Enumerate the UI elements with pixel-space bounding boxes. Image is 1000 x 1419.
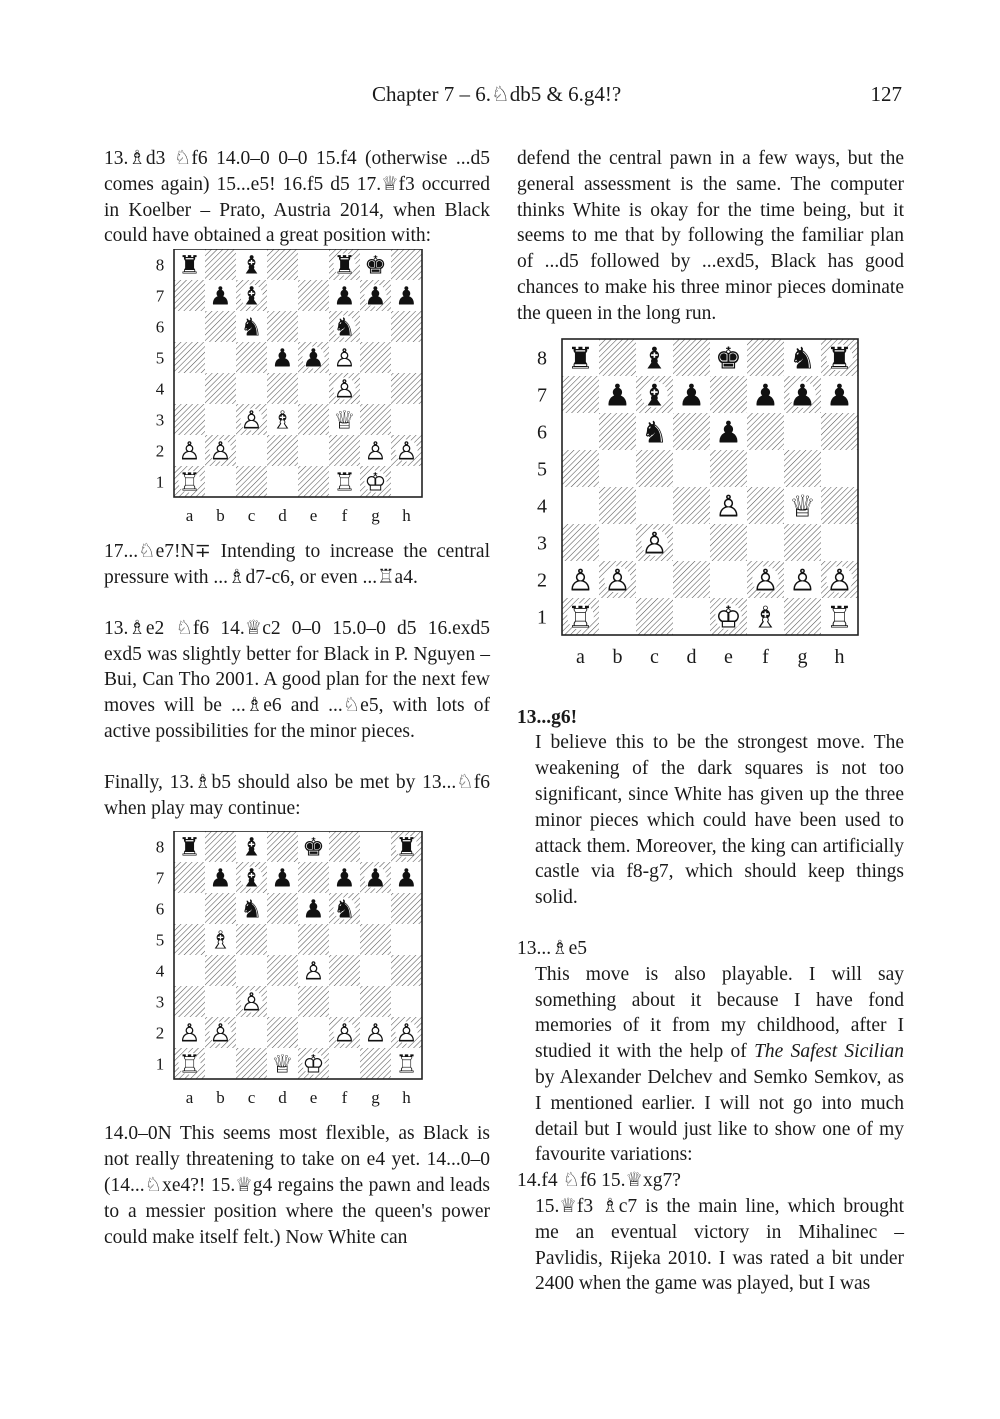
board-square <box>298 280 329 311</box>
paragraph: 14.0–0N This seems most flexible, as Black is not really threatening to take on e4 yet. 14...0–0 (14...♘xe4?! 15.♕g4 regains the pawn and leads to a messier position where the queen's power could make itself felt.) Now White can <box>104 1123 490 1248</box>
rank-label: 7 <box>537 384 547 407</box>
white-king-icon: ♔ <box>364 467 387 497</box>
white-pawn-icon: ♙ <box>209 1018 232 1048</box>
board-square <box>391 373 422 404</box>
white-pawn-icon: ♙ <box>395 1018 418 1048</box>
board-square <box>236 1048 267 1079</box>
board-square <box>562 487 599 524</box>
board-square <box>329 1048 360 1079</box>
black-pawn-icon: ♟ <box>715 414 742 450</box>
white-rook-icon: ♖ <box>567 599 594 635</box>
board-square <box>710 450 747 487</box>
board-square <box>298 373 329 404</box>
board-square <box>360 373 391 404</box>
file-label: b <box>216 506 225 526</box>
rank-label: 2 <box>155 1023 165 1043</box>
rank-label: 4 <box>155 961 165 981</box>
white-pawn-icon: ♙ <box>752 562 779 598</box>
file-label: h <box>834 645 845 668</box>
board-square <box>599 487 636 524</box>
board-square <box>747 487 784 524</box>
board-square <box>391 955 422 986</box>
board-square <box>236 342 267 373</box>
board-square <box>174 373 205 404</box>
board-square <box>205 831 236 862</box>
board-square <box>360 955 391 986</box>
board-square <box>298 311 329 342</box>
board-square <box>360 831 391 862</box>
paragraph-text: This move is also playable. I will say something about it because I have fond memories of it from my childhood, after I studied it with the help of <box>535 963 904 1063</box>
white-pawn-icon: ♙ <box>333 374 356 404</box>
paragraph: 13.♗e2 ♘f6 14.♕c2 0–0 15.0–0 d5 16.exd5 exd5 was slightly better for Black in P. Nguyen – Bui, Can Tho 2001. A good plan for the next few moves will be ...♗e6 and ...♘e5, with lots of active possibilities for the minor pieces. <box>104 617 490 742</box>
board-square <box>267 831 298 862</box>
book-title: The Safest Sicilian <box>754 1041 904 1063</box>
white-rook-icon: ♖ <box>178 467 201 497</box>
black-bishop-icon: ♝ <box>240 832 263 862</box>
board-square <box>329 955 360 986</box>
board-square <box>174 311 205 342</box>
board-square <box>298 404 329 435</box>
white-pawn-icon: ♙ <box>789 562 816 598</box>
board-square <box>636 598 673 635</box>
white-pawn-icon: ♙ <box>364 1018 387 1048</box>
board-square <box>391 342 422 373</box>
black-bishop-icon: ♝ <box>641 340 668 376</box>
board-square <box>267 955 298 986</box>
black-rook-icon: ♜ <box>333 250 356 280</box>
board-square <box>673 339 710 376</box>
board-square <box>784 450 821 487</box>
black-knight-icon: ♞ <box>240 894 263 924</box>
rank-label: 5 <box>155 930 165 950</box>
paragraph: Finally, 13.♗b5 should also be met by 13...♘f6 when play may continue: <box>104 771 490 819</box>
board-square <box>267 249 298 280</box>
board-square <box>391 924 422 955</box>
white-bishop-icon: ♗ <box>209 925 232 955</box>
white-pawn-icon: ♙ <box>178 436 201 466</box>
board-square <box>298 249 329 280</box>
board-square <box>599 450 636 487</box>
file-label: h <box>402 1088 411 1108</box>
board-square <box>205 342 236 373</box>
white-king-icon: ♔ <box>715 599 742 635</box>
black-rook-icon: ♜ <box>178 250 201 280</box>
board-square <box>360 404 391 435</box>
file-label: g <box>371 1088 380 1108</box>
board-square <box>174 955 205 986</box>
board-square <box>174 924 205 955</box>
board-square <box>747 413 784 450</box>
black-bishop-icon: ♝ <box>240 250 263 280</box>
black-rook-icon: ♜ <box>178 832 201 862</box>
black-pawn-icon: ♟ <box>826 377 853 413</box>
rank-label: 7 <box>155 868 165 888</box>
file-label: a <box>185 1088 194 1108</box>
rank-label: 8 <box>537 347 547 370</box>
white-rook-icon: ♖ <box>178 1049 201 1079</box>
board-square <box>267 280 298 311</box>
file-label: a <box>185 506 194 526</box>
board-square <box>747 339 784 376</box>
black-knight-icon: ♞ <box>789 340 816 376</box>
black-pawn-icon: ♟ <box>364 863 387 893</box>
board-square <box>298 1017 329 1048</box>
board-square <box>391 404 422 435</box>
board-square <box>636 450 673 487</box>
file-label: d <box>278 506 287 526</box>
board-square <box>205 955 236 986</box>
board-square <box>636 561 673 598</box>
white-pawn-icon: ♙ <box>364 436 387 466</box>
board-square <box>205 249 236 280</box>
file-label: c <box>650 645 659 668</box>
board-square <box>298 435 329 466</box>
board-square <box>673 598 710 635</box>
rank-label: 8 <box>155 255 165 275</box>
white-pawn-icon: ♙ <box>826 562 853 598</box>
white-pawn-icon: ♙ <box>567 562 594 598</box>
board-square <box>329 924 360 955</box>
rank-label: 3 <box>537 532 547 555</box>
rank-label: 6 <box>155 317 165 337</box>
rank-label: 3 <box>155 992 165 1012</box>
black-rook-icon: ♜ <box>826 340 853 376</box>
paragraph: 15.♕f3 ♗c7 is the main line, which brought me an eventual victory in Mihalinec – Pavlidis, Rijeka 2010. I was rated a bit under 2400 when the game was played, but I was <box>535 1195 904 1295</box>
black-king-icon: ♚ <box>364 250 387 280</box>
file-label: e <box>309 1088 318 1108</box>
paragraph: I believe this to be the strongest move. The weakening of the dark squares is not too significant, since White has given up the three minor pieces which could have been used to attack them. Moreover, the king can artificially castle via f8-g7, which should keep things solid. <box>535 732 904 909</box>
white-rook-icon: ♖ <box>395 1049 418 1079</box>
black-pawn-icon: ♟ <box>271 343 294 373</box>
paragraph <box>517 962 904 1168</box>
board-square <box>267 893 298 924</box>
rank-label: 1 <box>537 606 547 629</box>
board-square <box>391 986 422 1017</box>
board-square <box>267 435 298 466</box>
black-king-icon: ♚ <box>302 832 325 862</box>
rank-label: 6 <box>537 421 547 444</box>
white-pawn-icon: ♙ <box>395 436 418 466</box>
board-square <box>267 466 298 497</box>
file-label: h <box>402 506 411 526</box>
black-pawn-icon: ♟ <box>678 377 705 413</box>
black-pawn-icon: ♟ <box>209 281 232 311</box>
board-square <box>329 435 360 466</box>
file-label: b <box>216 1088 225 1108</box>
black-rook-icon: ♜ <box>395 832 418 862</box>
board-square <box>673 450 710 487</box>
board-square <box>267 311 298 342</box>
board-square <box>784 524 821 561</box>
page-number: 127 <box>870 82 902 106</box>
board-square <box>821 450 858 487</box>
board-square <box>329 831 360 862</box>
black-bishop-icon: ♝ <box>240 281 263 311</box>
running-head <box>0 82 1000 112</box>
file-label: b <box>612 645 623 668</box>
board-square <box>821 487 858 524</box>
board-square <box>562 376 599 413</box>
board-square <box>360 342 391 373</box>
board-square <box>391 249 422 280</box>
board-square <box>236 955 267 986</box>
board-square <box>636 487 673 524</box>
board-square <box>747 450 784 487</box>
board-square <box>360 924 391 955</box>
board-square <box>267 1017 298 1048</box>
black-knight-icon: ♞ <box>240 312 263 342</box>
variation-line: 14.f4 ♘f6 15.♕xg7? <box>517 1170 681 1192</box>
file-label: g <box>371 506 380 526</box>
board-square <box>205 373 236 404</box>
white-queen-icon: ♕ <box>333 405 356 435</box>
white-king-icon: ♔ <box>302 1049 325 1079</box>
white-pawn-icon: ♙ <box>302 956 325 986</box>
rank-label: 5 <box>537 458 547 481</box>
file-label: d <box>686 645 697 668</box>
white-rook-icon: ♖ <box>826 599 853 635</box>
board-square <box>747 524 784 561</box>
black-knight-icon: ♞ <box>641 414 668 450</box>
white-bishop-icon: ♗ <box>752 599 779 635</box>
board-square <box>673 413 710 450</box>
board-square <box>391 311 422 342</box>
board-square <box>562 450 599 487</box>
board-square <box>360 986 391 1017</box>
board-square <box>673 524 710 561</box>
black-pawn-icon: ♟ <box>364 281 387 311</box>
board-square <box>784 413 821 450</box>
white-pawn-icon: ♙ <box>178 1018 201 1048</box>
file-label: f <box>341 506 348 526</box>
chess-diagram <box>104 831 490 1121</box>
board-square <box>174 862 205 893</box>
board-square <box>821 524 858 561</box>
board-square <box>710 524 747 561</box>
black-pawn-icon: ♟ <box>271 863 294 893</box>
black-pawn-icon: ♟ <box>752 377 779 413</box>
board-square <box>673 561 710 598</box>
white-pawn-icon: ♙ <box>240 405 263 435</box>
rank-label: 1 <box>155 472 165 492</box>
file-label: f <box>762 645 769 668</box>
board-square <box>673 487 710 524</box>
white-queen-icon: ♕ <box>271 1049 294 1079</box>
file-label: e <box>309 506 318 526</box>
black-rook-icon: ♜ <box>567 340 594 376</box>
board-square <box>174 893 205 924</box>
board-square <box>174 342 205 373</box>
black-pawn-icon: ♟ <box>302 343 325 373</box>
white-pawn-icon: ♙ <box>715 488 742 524</box>
white-pawn-icon: ♙ <box>641 525 668 561</box>
paragraph: 17...♘e7!N∓ Intending to increase the central pressure with ...♗d7-c6, or even ...♖a4. <box>104 541 490 588</box>
white-pawn-icon: ♙ <box>604 562 631 598</box>
black-bishop-icon: ♝ <box>641 377 668 413</box>
black-pawn-icon: ♟ <box>395 281 418 311</box>
board-square <box>236 435 267 466</box>
board-square <box>174 404 205 435</box>
rank-label: 3 <box>155 410 165 430</box>
paragraph: 13.♗d3 ♘f6 14.0–0 0–0 15.f4 (otherwise ...d5 comes again) 15...e5! 16.f5 d5 17.♕f3 occurred in Koelber – Prato, Austria 2014, when Black could have obtained a great position with: <box>104 148 490 247</box>
file-label: e <box>724 645 733 668</box>
file-label: f <box>341 1088 348 1108</box>
paragraph: defend the central pawn in a few ways, but the general assessment is the same. The computer thinks White is okay for the time being, but it seems to me that by following the familiar plan of ...d5 followed by ...exd5, Black has good chances to make his three minor pieces dominate the queen in the long run. <box>517 148 904 324</box>
board-square <box>599 598 636 635</box>
board-square <box>236 924 267 955</box>
file-label: d <box>278 1088 287 1108</box>
black-pawn-icon: ♟ <box>789 377 816 413</box>
chessboard <box>517 337 904 677</box>
white-rook-icon: ♖ <box>333 467 356 497</box>
board-square <box>205 986 236 1017</box>
black-pawn-icon: ♟ <box>604 377 631 413</box>
board-square <box>599 413 636 450</box>
black-knight-icon: ♞ <box>333 312 356 342</box>
white-pawn-icon: ♙ <box>240 987 263 1017</box>
rank-label: 7 <box>155 286 165 306</box>
black-pawn-icon: ♟ <box>302 894 325 924</box>
board-square <box>174 986 205 1017</box>
board-square <box>562 413 599 450</box>
black-pawn-icon: ♟ <box>395 863 418 893</box>
board-square <box>391 466 422 497</box>
rank-label: 4 <box>155 379 165 399</box>
black-bishop-icon: ♝ <box>240 863 263 893</box>
rank-label: 4 <box>537 495 547 518</box>
paragraph-text: by Alexander Delchev and Semko Semkov, as I mentioned earlier. I will not go into much detail but I would just like to show one of my favourite variations: <box>535 1066 904 1166</box>
board-square <box>267 924 298 955</box>
board-square <box>599 339 636 376</box>
chessboard <box>104 249 490 539</box>
white-pawn-icon: ♙ <box>333 1018 356 1048</box>
black-pawn-icon: ♟ <box>333 281 356 311</box>
board-square <box>360 311 391 342</box>
white-pawn-icon: ♙ <box>209 436 232 466</box>
board-square <box>329 986 360 1017</box>
file-label: a <box>576 645 585 668</box>
board-square <box>236 466 267 497</box>
black-king-icon: ♚ <box>715 340 742 376</box>
board-square <box>599 524 636 561</box>
board-square <box>267 373 298 404</box>
white-pawn-icon: ♙ <box>333 343 356 373</box>
board-square <box>821 413 858 450</box>
rank-label: 8 <box>155 837 165 857</box>
board-square <box>205 404 236 435</box>
file-label: g <box>797 645 808 668</box>
board-square <box>298 924 329 955</box>
board-square <box>205 466 236 497</box>
board-square <box>267 986 298 1017</box>
board-square <box>298 986 329 1017</box>
board-square <box>710 561 747 598</box>
chess-diagram <box>104 249 490 539</box>
board-square <box>298 862 329 893</box>
black-pawn-icon: ♟ <box>333 863 356 893</box>
rank-label: 2 <box>155 441 165 461</box>
board-square <box>391 893 422 924</box>
right-column <box>517 146 904 1297</box>
file-label: c <box>247 506 256 526</box>
board-square <box>562 524 599 561</box>
file-label: c <box>247 1088 256 1108</box>
board-square <box>174 280 205 311</box>
board-square <box>236 1017 267 1048</box>
board-square <box>205 893 236 924</box>
chessboard <box>104 831 490 1121</box>
board-square <box>360 893 391 924</box>
white-queen-icon: ♕ <box>789 488 816 524</box>
white-bishop-icon: ♗ <box>271 405 294 435</box>
board-square <box>205 1048 236 1079</box>
left-column <box>104 146 490 1250</box>
board-square <box>710 376 747 413</box>
move-heading: 13...g6! <box>517 706 578 728</box>
chapter-title: Chapter 7 – 6.♘db5 & 6.g4!? <box>372 82 622 106</box>
board-square <box>205 311 236 342</box>
chess-diagram <box>517 337 904 705</box>
rank-label: 5 <box>155 348 165 368</box>
board-square <box>236 373 267 404</box>
board-square <box>298 466 329 497</box>
variation-line: 13...♗e5 <box>517 937 588 959</box>
board-square <box>784 598 821 635</box>
rank-label: 1 <box>155 1054 165 1074</box>
black-knight-icon: ♞ <box>333 894 356 924</box>
board-square <box>360 1048 391 1079</box>
rank-label: 6 <box>155 899 165 919</box>
rank-label: 2 <box>537 569 547 592</box>
black-pawn-icon: ♟ <box>209 863 232 893</box>
